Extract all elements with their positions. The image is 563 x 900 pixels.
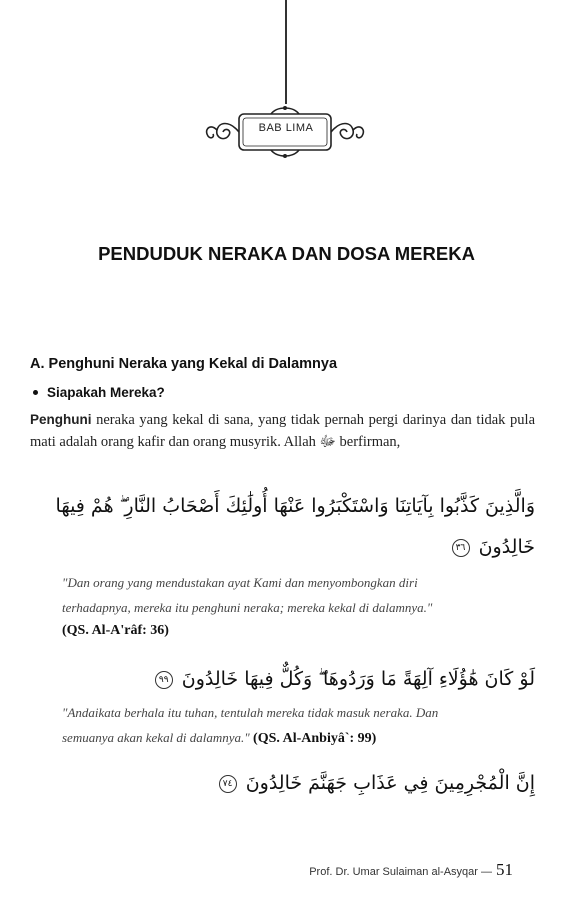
body-paragraph xyxy=(30,409,535,453)
verse2-translation-end: semuanya akan kekal di dalamnya." xyxy=(62,730,250,745)
subheading-bullet xyxy=(30,385,165,400)
verse2-translation-line2 xyxy=(62,730,540,747)
verse2-reference: (QS. Al-Anbiyâ`: 99) xyxy=(253,731,377,746)
ayah-number-marker: ٣٦ xyxy=(452,539,470,557)
paragraph-lead: Penghuni xyxy=(30,412,92,427)
page-footer xyxy=(309,860,513,880)
page-number: 51 xyxy=(496,860,513,879)
verse2-arabic-text: لَوْ كَانَ هَٰؤُلَاءِ آلِهَةً مَا وَرَدُوهَا ۖ وَكُلٌّ فِيهَا خَالِدُونَ xyxy=(181,668,535,690)
ayah-number-marker: ٩٩ xyxy=(155,671,173,689)
verse1-translation-line1: "Dan orang yang mendustakan ayat Kami dan menyombongkan diri xyxy=(62,575,418,590)
chapter-title: PENDUDUK NERAKA DAN DOSA MEREKA xyxy=(98,243,475,264)
verse1-arabic-line2 xyxy=(30,536,535,558)
verse1-arabic-line1: وَالَّذِينَ كَذَّبُوا بِآيَاتِنَا وَاسْتَكْبَرُوا عَنْهَا أُولَٰئِكَ أَصْحَابُ النَّارِ ۖ هُمْ فِيهَا xyxy=(55,495,535,517)
section-heading: A. Penghuni Neraka yang Kekal di Dalamnya xyxy=(30,356,338,372)
verse1-reference: (QS. Al-A'râf: 36) xyxy=(62,623,169,638)
chapter-label: BAB LIMA xyxy=(258,122,314,134)
verse1-arabic-end: خَالِدُونَ xyxy=(478,536,535,558)
subheading-text: Siapakah Mereka? xyxy=(47,385,165,400)
verse2-translation-line1: "Andaikata berhala itu tuhan, tentulah mereka tidak masuk neraka. Dan xyxy=(62,705,439,720)
bullet-dot-icon xyxy=(33,390,38,395)
footer-author: Prof. Dr. Umar Sulaiman al-Asyqar — xyxy=(309,866,492,878)
verse2-arabic xyxy=(30,668,535,690)
verse3-arabic-text: إِنَّ الْمُجْرِمِينَ فِي عَذَابِ جَهَنَّمَ خَالِدُونَ xyxy=(245,772,535,794)
ayah-number-marker: ٧٤ xyxy=(219,775,237,793)
verse1-translation-line2: terhadapnya, mereka itu penghuni neraka; mereka kekal di dalamnya." xyxy=(62,600,433,615)
hanging-line xyxy=(285,0,287,104)
verse3-arabic xyxy=(30,772,535,794)
paragraph-text: neraka yang kekal di sana, yang tidak pernah pergi darinya dan tidak pula mati adalah orang kafir dan orang musyrik. Allah ﷻ berfirman, xyxy=(30,412,536,450)
